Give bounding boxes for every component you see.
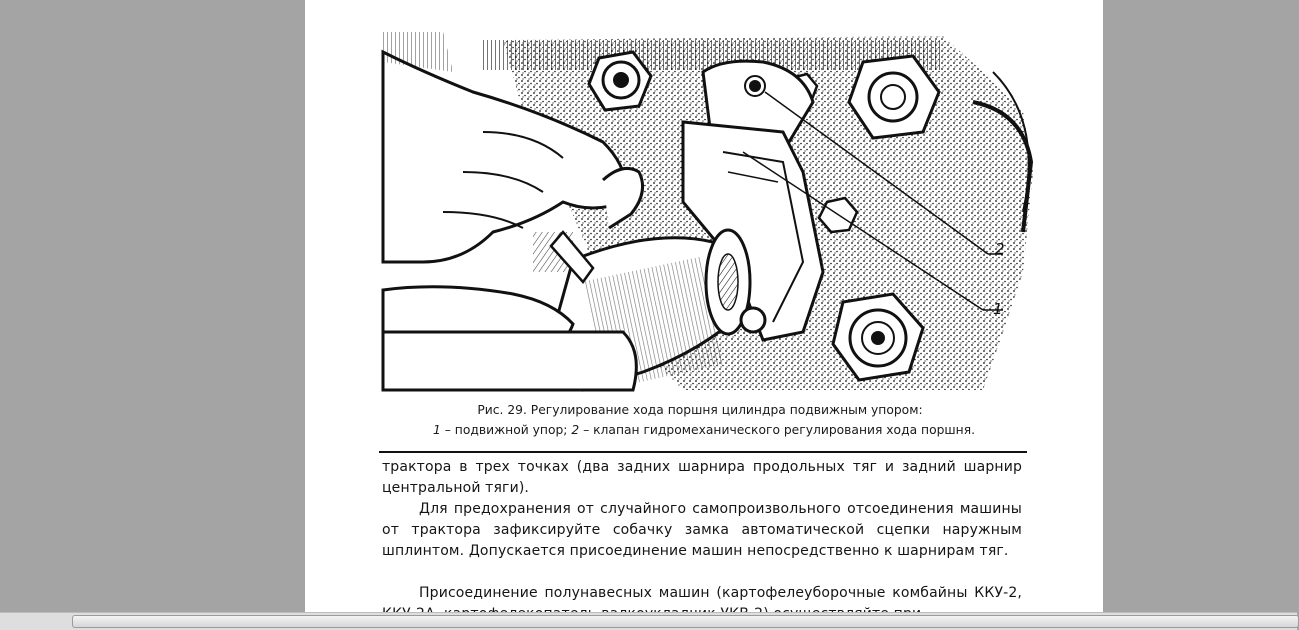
figure-caption-legend	[305, 423, 1103, 437]
body-paragraph-1: трактора в трех точках (два задних шарнира продольных тяг и задний шарнир центральной тяги).	[382, 459, 1022, 496]
caption-divider	[379, 451, 1027, 453]
figure-caption-title: Рис. 29. Регулирование хода поршня цилиндра подвижным упором:	[477, 403, 923, 417]
body-paragraph-2: Для предохранения от случайного самопроизвольного отсоединения машины от трактора зафиксируйте собачку замка автоматической сцепки наружным шплинтом. Допускается присоединение машин непосредственно к шарнирам тяг.	[382, 501, 1022, 559]
document-page	[305, 0, 1103, 612]
legend-text-2: – клапан гидромеханического регулирования хода поршня.	[579, 423, 975, 437]
legend-number-1: 1	[432, 423, 441, 437]
horizontal-scrollbar[interactable]	[0, 612, 1297, 630]
body-paragraph-3: Присоединение полунавесных машин (картофелеуборочные комбайны ККУ-2,	[419, 585, 1022, 601]
legend-number-2: 2	[571, 423, 580, 437]
callout-2-label: 2	[995, 240, 1005, 258]
callout-1-label: 1	[993, 300, 1003, 318]
scrollbar-thumb[interactable]	[72, 615, 1299, 628]
legend-text-1: – подвижной упор;	[440, 423, 572, 437]
figure-29-illustration	[383, 32, 1033, 390]
